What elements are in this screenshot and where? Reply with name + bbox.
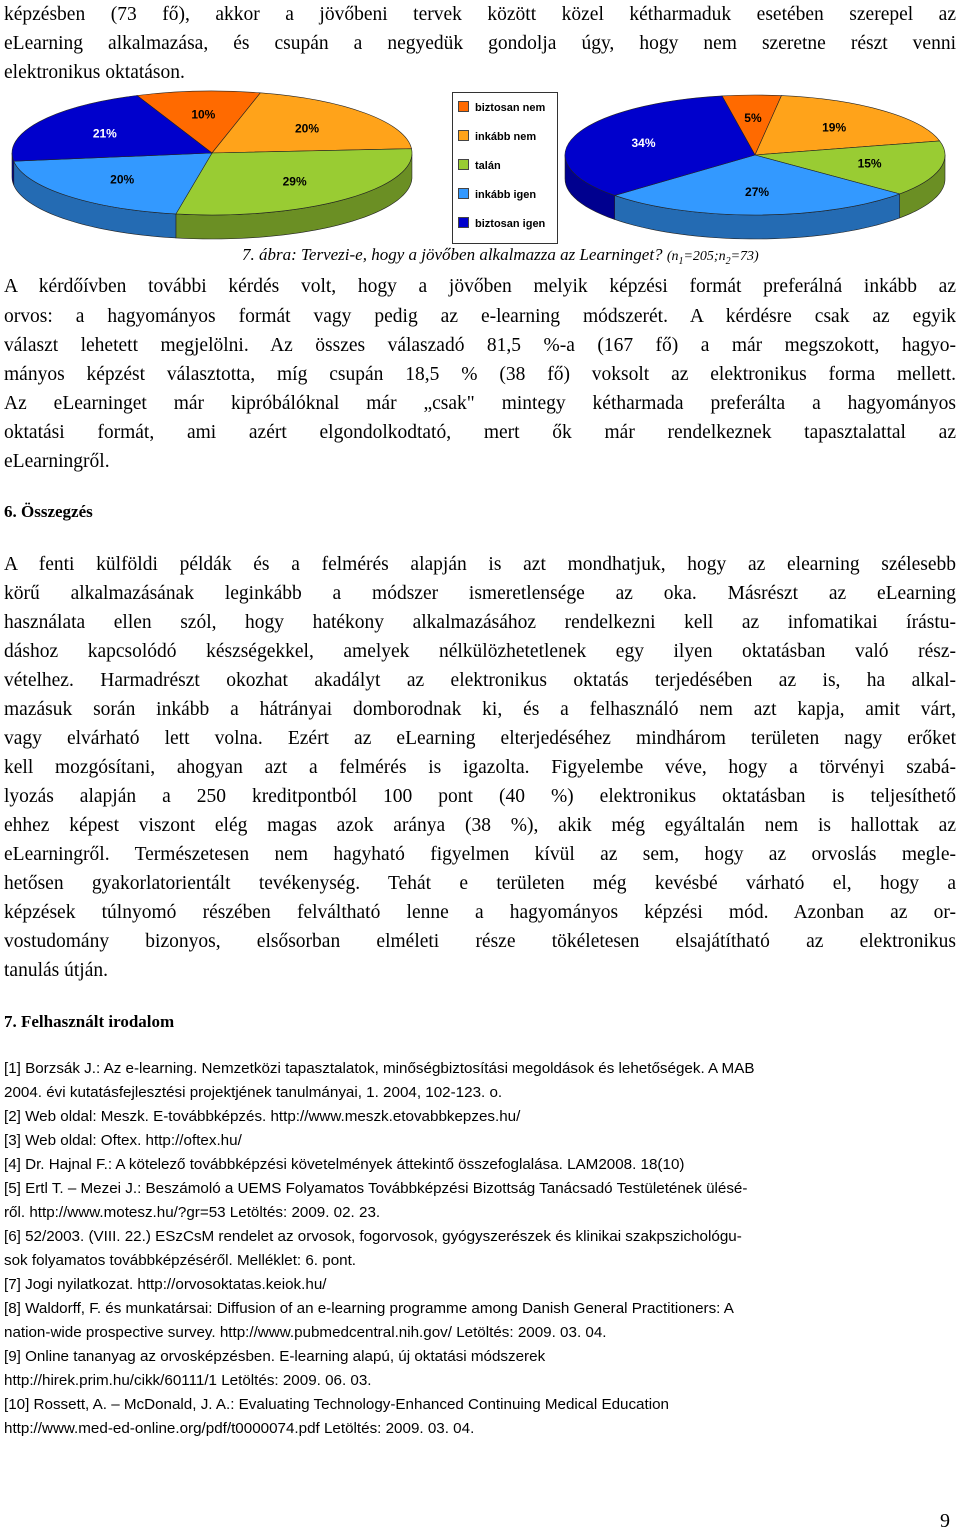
legend-swatch (458, 130, 469, 141)
pie-data-label: 20% (110, 172, 135, 187)
legend-swatch (458, 101, 469, 112)
para1-line-2: orvos: a hagyományos formát vagy pedig az e-learning módszerét. A kérdésre csak az egyik (4, 306, 956, 327)
pie-data-label: 19% (822, 120, 847, 135)
ref-line: 2004. évi kutatásfejlesztési projektjének tanulmányai, 1. 2004, 102-123. o. (4, 1084, 503, 1101)
pie-data-label: 21% (92, 126, 117, 141)
pie-data-label: 27% (745, 185, 770, 200)
caption-n-prefix: (n (666, 249, 679, 264)
legend-item (458, 188, 536, 201)
para2-line-7: vagy elvárható lett volna. Ezért az eLearning elterjedéséhez mindhárom területen nagy erőket (4, 728, 956, 749)
para2-line-8: kell mozgósítani, ahogyan azt a felmérés is igazolta. Figyelembe véve, hogy a törvényi szabá- (4, 757, 956, 778)
intro-line-2: eLearning alkalmazása, és csupán a negyedük gondolja úgy, hogy nem szeretne részt venni (4, 33, 956, 54)
legend-swatch (458, 217, 469, 228)
para1-line-5: Az eLearninget már kipróbálóknal már „csak" mintegy kétharmada preferálta a hagyományos (4, 393, 956, 414)
ref-line: [3] Web oldal: Oftex. http://oftex.hu/ (4, 1132, 242, 1149)
legend-item (458, 159, 501, 172)
ref-line: [5] Ertl T. – Mezei J.: Beszámoló a UEMS Folyamatos Továbbképzési Bizottság Tanácsadó Testületének ülésé- (4, 1180, 748, 1197)
legend-item (458, 130, 536, 143)
para1-line-4: mányos képzést választotta, míg csupán 18,5 % (38 fő) voksolt az elektronikus forma mellett. (4, 364, 956, 385)
ref-line: [4] Dr. Hajnal F.: A kötelező továbbképzési követelmények áttekintő összefoglalása. LAM2008. 18(10) (4, 1156, 685, 1173)
caption-n1-rest: =205;n (683, 249, 726, 264)
ref-line: ről. http://www.motesz.hu/?gr=53 Letöltés: 2009. 02. 23. (4, 1204, 381, 1221)
para2-line-2: körű alkalmazásának leginkább a módszer ismeretlensége az oka. Másrészt az eLearning (4, 583, 956, 604)
para2-line-10: ehhez képest viszont elég magas azok aránya (38 %), akik még egyáltalán nem is hallottak az (4, 815, 956, 836)
ref-line: http://www.med-ed-online.org/pdf/t0000074.pdf Letöltés: 2009. 03. 04. (4, 1420, 475, 1437)
intro-line-1: képzésben (73 fő), akkor a jövőbeni tervek között közel kétharmaduk esetében szerepel az (4, 4, 956, 25)
para2-line-5: vételhez. Harmadrészt okozhat akadályt az elektronikus oktatás terjedésében az is, ha alkal- (4, 670, 956, 691)
pie-data-label: 10% (191, 107, 216, 122)
legend-label: biztosan nem (475, 102, 546, 114)
pie-chart-left (0, 85, 450, 245)
ref-line: http://hirek.prim.hu/cikk/60111/1 Letöltés: 2009. 06. 03. (4, 1372, 372, 1389)
caption-text: 7. ábra: Tervezi-e, hogy a jövőben alkalmazza az Learninget? (242, 245, 663, 264)
para2-line-11: eLearningről. Természetesen nem hagyható figyelmen kívül az sem, hogy az orvoslás megle- (4, 844, 956, 865)
pie-chart-right (555, 85, 960, 245)
pie-data-label: 29% (282, 174, 307, 189)
caption-n2-rest: =73) (730, 249, 759, 264)
legend-label: inkább nem (475, 131, 537, 143)
legend-swatch (458, 159, 469, 170)
caption-n2-sub: 2 (725, 255, 731, 267)
para2-line-15: tanulás útján. (4, 960, 108, 981)
ref-line: [1] Borzsák J.: Az e-learning. Nemzetközi tapasztalatok, minőségbiztosítási megoldások és lehetőségek. A MAB (4, 1060, 755, 1077)
legend-label: talán (475, 160, 501, 172)
pie-data-label: 15% (857, 156, 882, 171)
caption-sample-size (666, 249, 759, 267)
page-number: 9 (940, 1510, 950, 1532)
ref-line: [7] Jogi nyilatkozat. http://orvosoktatas.keiok.hu/ (4, 1276, 327, 1293)
chart-legend (452, 92, 558, 244)
para1-line-3: választ lehetett megjelölni. Az összes válaszadó 81,5 %-a (167 fő) a már megszokott, hagyo- (4, 335, 956, 356)
ref-line: [6] 52/2003. (VIII. 22.) ESzCsM rendelet az orvosok, fogorvosok, gyógyszerészek és klinikai szakpszichológu- (4, 1228, 742, 1245)
ref-line: [8] Waldorff, F. és munkatársai: Diffusion of an e-learning programme among Danish General Practitioners: A (4, 1300, 734, 1317)
para2-line-13: képzések túlnyomó részében felváltható lenne a hagyományos képzési mód. Azonban az or- (4, 902, 956, 923)
para2-line-6: mazásuk során inkább a hátrányai domborodnak ki, és a felhasználó nem azt kapja, amit várt, (4, 699, 956, 720)
ref-line: [10] Rossett, A. – McDonald, J. A.: Evaluating Technology-Enhanced Continuing Medical Education (4, 1396, 669, 1413)
pie-data-label: 20% (294, 121, 320, 136)
legend-label: biztosan igen (475, 218, 546, 230)
intro-line-3: elektronikus oktatáson. (4, 62, 185, 83)
section-heading-references: 7. Felhasznált irodalom (4, 1012, 175, 1031)
para2-line-1: A fenti külföldi példák és a felmérés alapján is azt mondhatjuk, hogy az elearning szélesebb (4, 554, 956, 575)
legend-swatch (458, 188, 469, 199)
legend-label: inkább igen (475, 189, 537, 201)
para1-line-6: oktatási formát, ami azért elgondolkodtató, mert ők már rendelkeznek tapasztalattal az (4, 422, 956, 443)
ref-line: [2] Web oldal: Meszk. E-továbbképzés. http://www.meszk.etovabbkepzes.hu/ (4, 1108, 521, 1125)
caption-n1-sub: 1 (678, 255, 684, 267)
para1-line-1: A kérdőívben további kérdés volt, hogy a jövőben melyik képzési formát preferálná inkább az (4, 276, 956, 297)
para2-line-14: vostudomány bizonyos, elsősorban elméleti része tökéletesen elsajátítható az elektronikus (4, 931, 956, 952)
para1-line-7: eLearningről. (4, 451, 110, 472)
section-heading-summary: 6. Összegzés (4, 502, 93, 521)
ref-line: nation-wide prospective survey. http://www.pubmedcentral.nih.gov/ Letöltés: 2009. 03. 04. (4, 1324, 607, 1341)
ref-line: sok folyamatos továbbképzéséről. Melléklet: 6. pont. (4, 1252, 357, 1269)
legend-item (458, 217, 545, 230)
para2-line-4: dáshoz kapcsolódó készségekkel, amelyek nélkülözhetetlenek egy ilyen oktatásban való rész- (4, 641, 956, 662)
para2-line-9: lyozás alapján a 250 kreditpontból 100 pont (40 %) elektronikus oktatásban is teljesíthető (4, 786, 956, 807)
pie-data-label: 5% (744, 110, 762, 125)
figure-caption (242, 243, 759, 274)
para2-line-3: használata ellen szól, hogy hatékony alkalmazásához rendelkezni kell az infomatikai írástu- (4, 612, 956, 633)
para2-line-12: hetősen gyakorlatorientált tevékenység. Tehát e területen még kevésbé várható el, hogy a (4, 873, 956, 894)
legend-item (458, 101, 545, 114)
pie-data-label: 34% (631, 136, 656, 151)
ref-line: [9] Online tananyag az orvosképzésben. E-learning alapú, új oktatási módszerek (4, 1348, 546, 1365)
